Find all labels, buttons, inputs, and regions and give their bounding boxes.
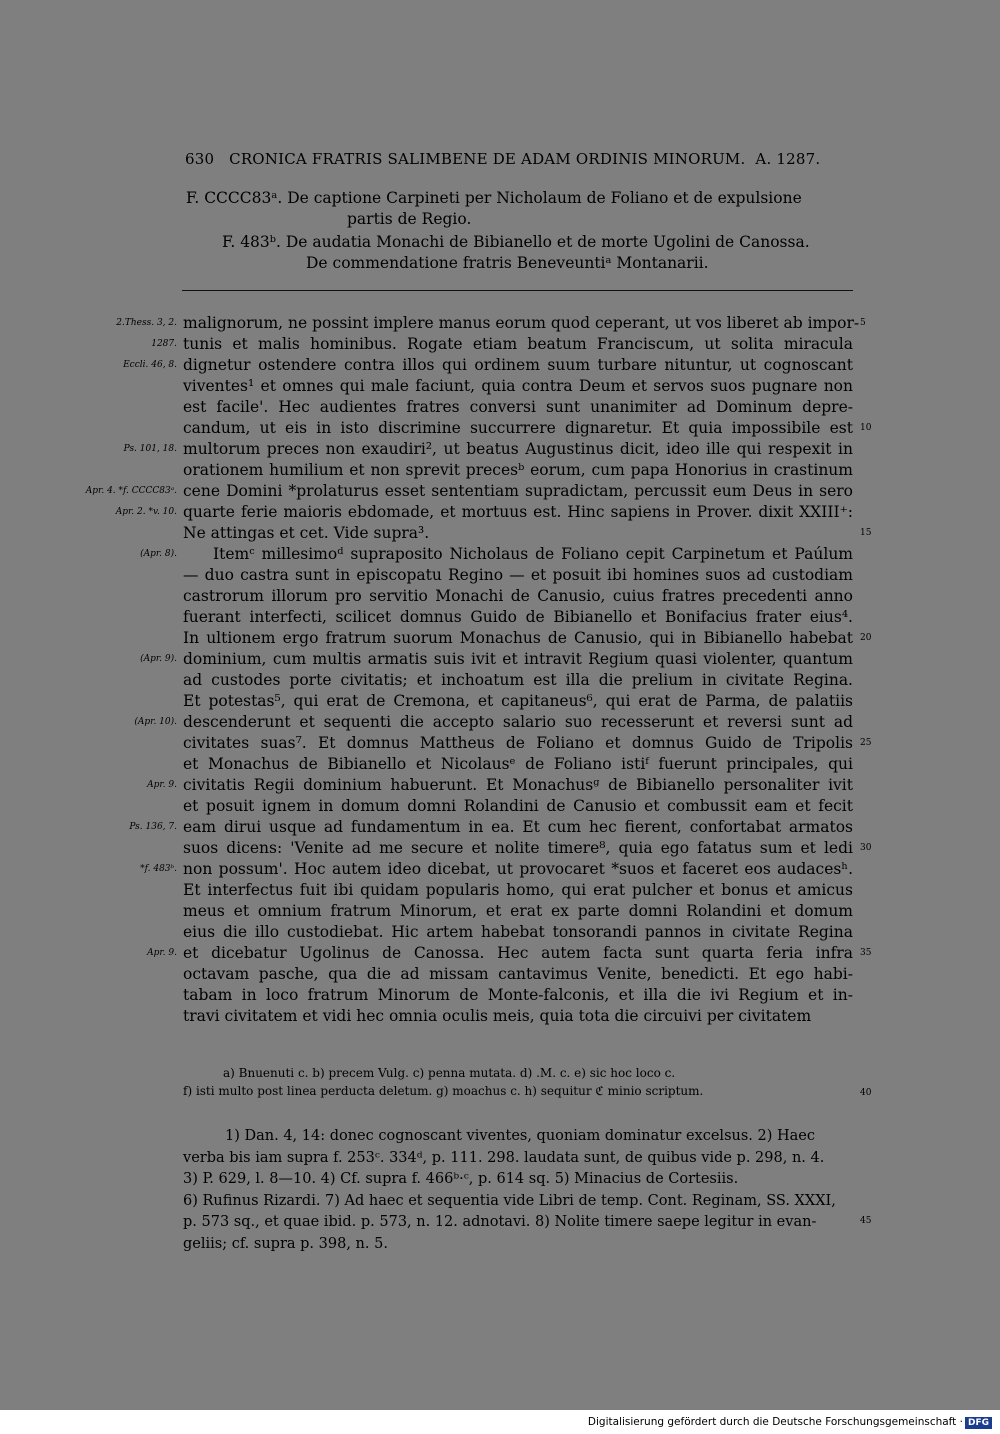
toc-entry: F. 483ᵇ. De audatia Monachi de Bibianello et de morte Ugolini de Canossa. xyxy=(222,233,810,251)
line-number: 35 xyxy=(860,948,872,958)
text-line: suos dicens: 'Venite ad me secure et nolite timere⁸, quia ego fatatus sum et ledi xyxy=(183,839,853,857)
text-line: Et potestas⁵, qui erat de Cremona, et capitaneus⁶, qui erat de Parma, de palatiis xyxy=(183,692,853,710)
text-line: est facile'. Hec audientes fratres conversi sunt unanimiter ad Dominum depre- xyxy=(183,398,853,416)
text-line: Ne attingas et cet. Vide supra³. xyxy=(183,524,430,542)
running-header xyxy=(185,150,820,168)
margin-note: Ps. 136, 7. xyxy=(129,822,177,832)
text-line: fuerant interfecti, scilicet domnus Guido de Bibianello et Bonifacius frater eius⁴. xyxy=(183,608,853,626)
header-year: A. 1287. xyxy=(755,150,821,168)
margin-note: (Apr. 9). xyxy=(140,654,177,664)
margin-note: Ps. 101, 18. xyxy=(123,444,177,454)
text-line: eam dirui usque ad fundamentum in ea. Et cum hec fierent, confortabat armatos xyxy=(183,818,853,836)
margin-note: Apr. 9. xyxy=(147,948,177,958)
text-line: orationem humilium et non sprevit precesᵇ eorum, cum papa Honorius in crastinum xyxy=(183,461,853,479)
text-line: — duo castra sunt in episcopatu Regino — et posuit ibi homines suos ad custodiam xyxy=(183,566,853,584)
margin-note: Apr. 2. *v. 10. xyxy=(115,507,177,517)
text-line: et dicebatur Ugolinus de Canossa. Hec autem facta sunt quarta feria infra xyxy=(183,944,853,962)
margin-note: Eccli. 46, 8. xyxy=(123,360,177,370)
text-line: castrorum illorum pro servitio Monachi de Canusio, cuius fratres precedenti anno xyxy=(183,587,853,605)
margin-note: 2.Thess. 3, 2. xyxy=(116,318,177,328)
text-line: cene Domini *prolaturus esset sententiam supradictam, percussit eum Deus in sero xyxy=(183,482,853,500)
toc-entry: De commendatione fratris Beneveuntiᵃ Montanarii. xyxy=(306,254,709,272)
text-line: Itemᶜ millesimoᵈ supraposito Nicholaus de Foliano cepit Carpinetum et Paúlum xyxy=(213,545,853,563)
text-line: multorum preces non exaudiri², ut beatus Augustinus dicit, ideo ille qui respexit in xyxy=(183,440,853,458)
text-line: ad custodes porte civitatis; et inchoatum est illa die prelium in civitate Regina. xyxy=(183,671,853,689)
footnote-line: 1) Dan. 4, 14: donec cognoscant viventes, quoniam dominatur excelsus. 2) Haec xyxy=(225,1128,815,1144)
text-line: eius die illo custodiebat. Hic artem habebat tonsorandi pannos in civitate Regina xyxy=(183,923,853,941)
text-line: octavam pasche, qua die ad missam cantavimus Venite, benedicti. Et ego habi- xyxy=(183,965,853,983)
line-number: 40 xyxy=(860,1088,872,1098)
margin-note: Apr. 9. xyxy=(147,780,177,790)
footnote-line: verba bis iam supra f. 253ᶜ. 334ᵈ, p. 111. 298. laudata sunt, de quibus vide p. 298, n. 4. xyxy=(183,1149,825,1166)
margin-note: (Apr. 10). xyxy=(134,717,177,727)
funding-footer xyxy=(588,1416,992,1429)
text-line: civitates suas⁷. Et domnus Mattheus de Foliano et domnus Guido de Tripolis xyxy=(183,734,853,752)
footnote-line: p. 573 sq., et quae ibid. p. 573, n. 12. adnotavi. 8) Nolite timere saepe legitur in evan- xyxy=(183,1214,817,1230)
toc-entry: partis de Regio. xyxy=(347,210,472,228)
text-line: Et interfectus fuit ibi quidam popularis homo, qui erat pulcher et bonus et amicus xyxy=(183,881,853,899)
text-line: quarte ferie maioris ebdomade, et mortuus est. Hinc sapiens in Prover. dixit XXIII⁺: xyxy=(183,503,853,521)
header-title: CRONICA FRATRIS SALIMBENE DE ADAM ORDINIS MINORUM. xyxy=(229,150,746,168)
text-line: descenderunt et sequenti die accepto salario suo recesserunt et reversi sunt ad xyxy=(183,713,853,731)
apparatus-line: a) Bnuenuti c. b) precem Vulg. c) penna mutata. d) .M. c. e) sic hoc loco c. xyxy=(223,1066,676,1080)
line-number: 15 xyxy=(860,528,872,538)
apparatus-line: f) isti multo post linea perducta deletum. g) moachus c. h) sequitur ℭ minio scriptum. xyxy=(183,1084,704,1098)
line-number: 25 xyxy=(860,738,872,748)
line-number: 5 xyxy=(860,318,866,328)
toc-entry: F. CCCC83ᵃ. De captione Carpineti per Nicholaum de Foliano et de expulsione xyxy=(186,189,802,207)
margin-note: (Apr. 8). xyxy=(140,549,177,559)
margin-note: 1287. xyxy=(151,339,177,349)
line-number: 20 xyxy=(860,633,872,643)
text-line: tunis et malis hominibus. Rogate etiam beatum Franciscum, ut solita miracula xyxy=(183,335,853,353)
text-line: candum, ut eis in isto discrimine succurrere dignaretur. Et quia impossibile est xyxy=(183,419,853,437)
footnote-line: geliis; cf. supra p. 398, n. 5. xyxy=(183,1235,388,1252)
text-line: dominium, cum multis armatis suis ivit et intravit Regium quasi violenter, quantum xyxy=(183,650,853,668)
line-number: 45 xyxy=(860,1216,872,1226)
margin-note: Apr. 4. *f. CCCC83ᵃ. xyxy=(85,486,177,496)
divider xyxy=(182,290,853,291)
margin-note: *f. 483ᵇ. xyxy=(140,864,177,874)
text-line: meus et omnium fratrum Minorum, et erat ex parte domni Rolandini et domum xyxy=(183,902,853,920)
text-line: civitatis Regii dominium habuerunt. Et Monachusᵍ de Bibianello personaliter ivit xyxy=(183,776,853,794)
text-line: malignorum, ne possint implere manus eorum quod ceperant, ut vos liberet ab impor- xyxy=(183,314,860,332)
text-line: In ultionem ergo fratrum suorum Monachus de Canusio, qui in Bibianello habebat xyxy=(183,629,853,647)
footnote-line: 6) Rufinus Rizardi. 7) Ad haec et sequentia vide Libri de temp. Cont. Reginam, SS. XXXI, xyxy=(183,1192,836,1209)
footnote-line: 3) P. 629, l. 8—10. 4) Cf. supra f. 466ᵇ·ᶜ, p. 614 sq. 5) Minacius de Cortesiis. xyxy=(183,1171,739,1187)
text-line: travi civitatem et vidi hec omnia oculis meis, quia tota die circuivi per civitatem xyxy=(183,1007,812,1025)
footer-text: Digitalisierung gefördert durch die Deutsche Forschungsgemeinschaft · xyxy=(587,1416,963,1428)
line-number: 10 xyxy=(860,423,872,433)
dfg-logo: DFG xyxy=(965,1417,992,1429)
text-line: viventes¹ et omnes qui male faciunt, quia contra Deum et servos suos pugnare non xyxy=(183,377,853,395)
line-number: 30 xyxy=(860,843,872,853)
text-line: dignetur ostendere contra illos qui ordinem suum turbare nituntur, ut cognoscant xyxy=(183,356,853,374)
text-line: et Monachus de Bibianello et Nicolausᵉ de Foliano istiᶠ fuerunt principales, qui xyxy=(183,755,853,773)
text-line: non possum'. Hoc autem ideo dicebat, ut provocaret *suos et faceret eos audacesʰ. xyxy=(183,860,853,878)
page-number: 630 xyxy=(185,150,215,168)
text-line: tabam in loco fratrum Minorum de Monte-falconis, et illa die ivi Regium et in- xyxy=(183,986,853,1004)
text-line: et posuit ignem in domum domni Rolandini de Canusio et combussit eam et fecit xyxy=(183,797,853,815)
